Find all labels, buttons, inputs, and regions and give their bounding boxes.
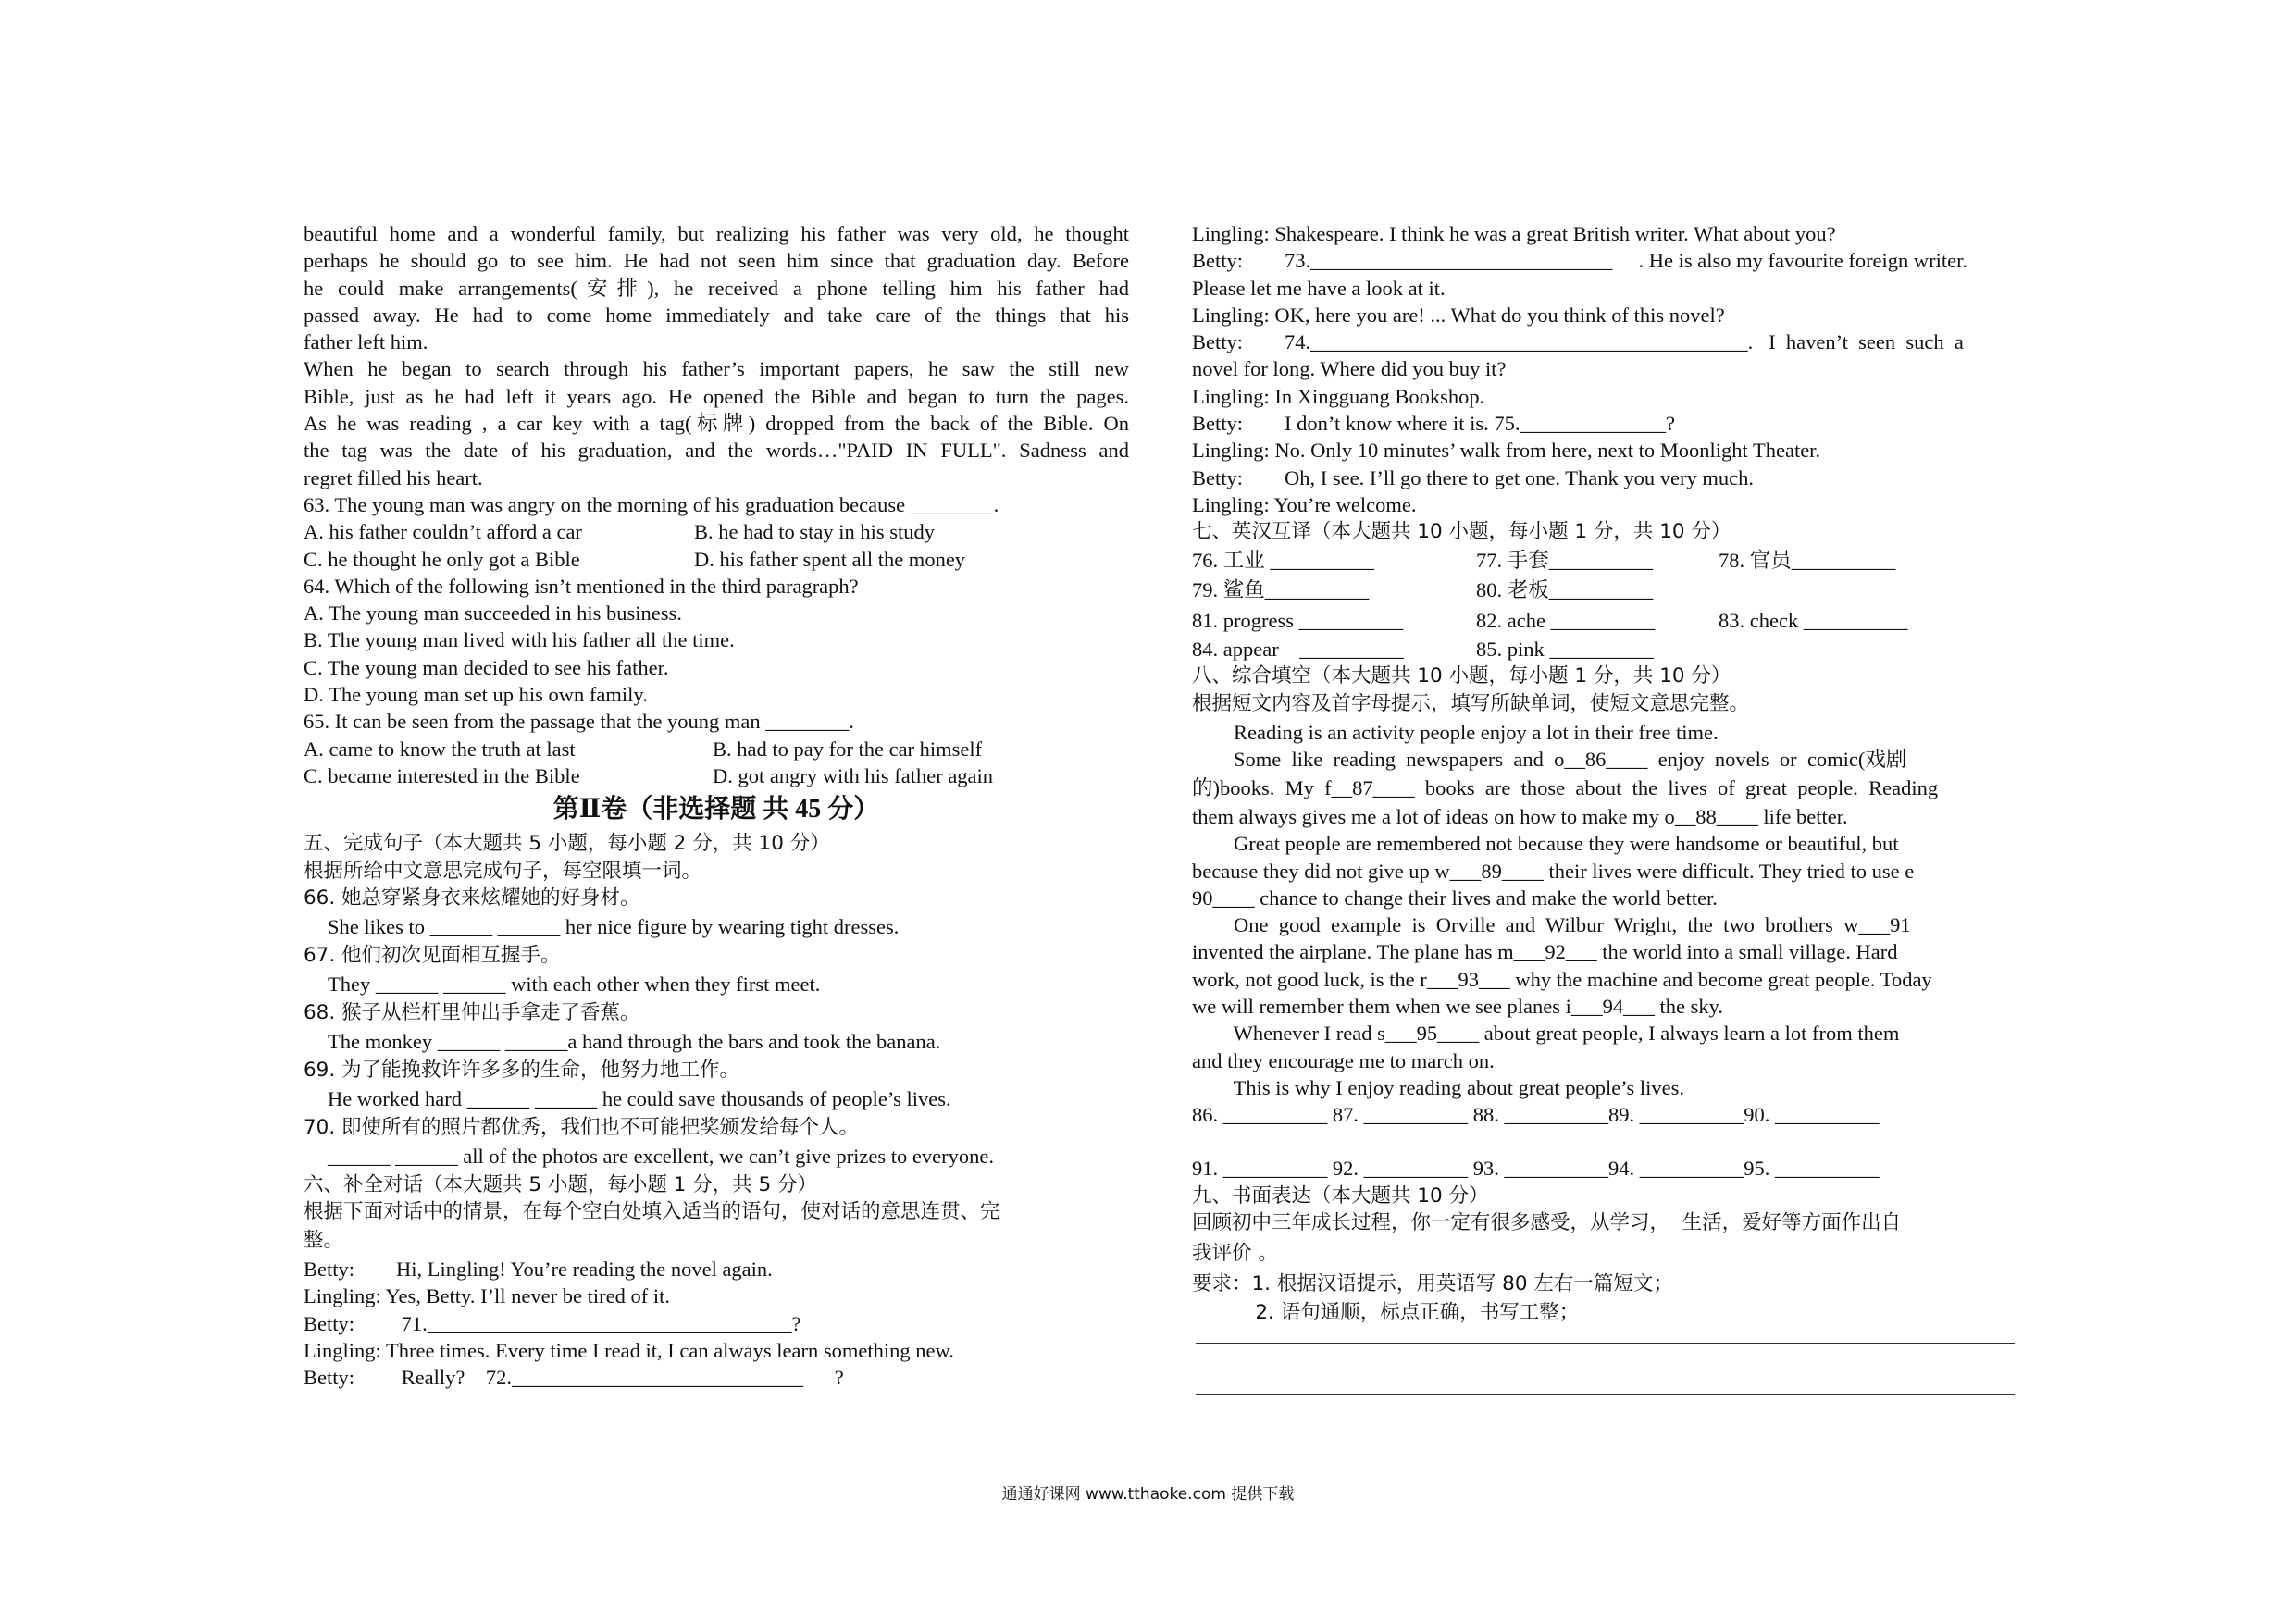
question-65: 65. It can be seen from the passage that the young man ________. [304, 710, 854, 734]
translation-83: 83. check __________ [1719, 608, 1908, 632]
passage-line: beautiful home and a wonderful family, but realizing his father was very old, he thought [304, 222, 1129, 245]
option-63-d: D. his father spent all the money [694, 547, 966, 571]
question-64: 64. Which of the following isn’t mentioned in the third paragraph? [304, 574, 859, 598]
writing-line [1196, 1344, 2015, 1369]
passage-line: When he began to search through his father’s important papers, he saw the still new [304, 357, 1129, 381]
cloze-line: them always gives me a lot of ideas on how to make my o__88____ life better. [1192, 804, 1848, 828]
passage-line: As he was reading , a car key with a tag(标牌) dropped from the back of the Bible. On [304, 412, 1129, 436]
requirement-1: 要求：1. 根据汉语提示，用英语写 80 左右一篇短文； [1192, 1271, 1673, 1295]
q70-english: ______ ______ all of the photos are excellent, we can’t give prizes to everyone. [328, 1144, 994, 1168]
translation-76: 76. 工业 __________ [1192, 548, 1374, 572]
dialogue-line: Lingling: OK, here you are! ... What do you think of this novel? [1192, 303, 1725, 327]
cloze-line: because they did not give up w___89____ their lives were difficult. They tried to use e [1192, 859, 1915, 883]
option-65-b: B. had to pay for the car himself [713, 737, 983, 761]
passage-line: passed away. He had to come home immediately and take care of the things that his [304, 303, 1129, 327]
translation-85: 85. pink __________ [1476, 638, 1654, 662]
q69-english: He worked hard ______ ______ he could save thousands of people’s lives. [328, 1086, 951, 1110]
option-64-a: A. The young man succeeded in his business. [304, 601, 682, 626]
options-65 [304, 736, 1129, 762]
translation-84: 84. appear __________ [1192, 638, 1404, 662]
passage-line: the tag was the date of his graduation, and the words…"PAID IN FULL". Sadness and [304, 439, 1129, 463]
section-6-instruction: 根据下面对话中的情景，在每个空白处填入适当的语句，使对话的意思连贯、完 [304, 1200, 1000, 1224]
footer-credit: 通通好课网 www.tthaoke.com 提供下载 [1001, 1485, 1295, 1504]
section-9-instruction: 回顾初中三年成长过程，你一定有很多感受，从学习， 生活，爱好等方面作出自 [1192, 1210, 1902, 1234]
translation-79: 79. 鲨鱼__________ [1192, 578, 1370, 602]
cloze-line: invented the airplane. The plane has m___92___ the world into a small village. Hard [1192, 940, 1898, 964]
dialogue-line: Lingling: Yes, Betty. I’ll never be tired of it. [304, 1284, 670, 1308]
options-63 [304, 518, 1129, 545]
cloze-line: Some like reading newspapers and o__86____ enjoy novels or comic(戏剧 [1192, 747, 1907, 771]
q67-english: They ______ ______ with each other when they first meet. [328, 972, 821, 996]
passage-line: regret filled his heart. [304, 465, 483, 489]
cloze-line: 90____ chance to change their lives and make the world better. [1192, 886, 1718, 910]
options-65-cd [304, 762, 1129, 789]
cloze-line: This is why I enjoy reading about great people’s lives. [1192, 1075, 1684, 1099]
cloze-line: work, not good luck, is the r___93___ why the machine and become great people. Today [1192, 967, 1932, 991]
cloze-line: One good example is Orville and Wilbur Wright, the two brothers w___91 [1192, 913, 1911, 937]
option-64-c: C. The young man decided to see his father. [304, 655, 669, 679]
dialogue-line: Betty: I don’t know where it is. 75.______________? [1192, 412, 1676, 436]
option-64-d: D. The young man set up his own family. [304, 683, 648, 707]
translation-row [1192, 576, 2020, 606]
cloze-line: Reading is an activity people enjoy a lot in their free time. [1192, 720, 1719, 744]
option-65-d: D. got angry with his father again [713, 763, 994, 787]
dialogue-line: novel for long. Where did you buy it? [1192, 357, 1507, 381]
option-63-c: C. he thought he only got a Bible [304, 547, 580, 571]
option-65-a: A. came to know the truth at last [304, 737, 576, 761]
translation-77: 77. 手套__________ [1476, 548, 1654, 572]
translation-81: 81. progress __________ [1192, 608, 1404, 632]
option-63-a: A. his father couldn’t afford a car [304, 520, 582, 544]
translation-80: 80. 老板__________ [1476, 578, 1654, 602]
passage-line: Bible, just as he had left it years ago. He opened the Bible and began to turn the pages. [304, 384, 1129, 408]
part-two-heading: 第Ⅱ卷（非选择题 共 45 分） [552, 795, 880, 824]
translation-82: 82. ache __________ [1476, 608, 1656, 632]
question-63: 63. The young man was angry on the morning of his graduation because ________. [304, 492, 999, 516]
answer-blanks-91-95: 91. __________ 92. __________ 93. __________94. __________95. __________ [1192, 1157, 1880, 1181]
passage-line: father left him. [304, 330, 428, 354]
translation-row [1192, 606, 2020, 637]
answer-blanks-86-90: 86. __________ 87. __________ 88. __________89. __________90. __________ [1192, 1103, 1880, 1127]
section-6-instruction-cont: 整。 [304, 1229, 344, 1253]
dialogue-line: Lingling: In Xingguang Bookshop. [1192, 384, 1485, 408]
translation-row [1192, 546, 2020, 576]
left-column [304, 220, 1129, 1392]
dialogue-line: Lingling: No. Only 10 minutes’ walk from here, next to Moonlight Theater. [1192, 439, 1821, 463]
cloze-line: 的)books. My f__87____ books are those about the lives of great people. Reading [1192, 775, 1939, 799]
dialogue-line: Lingling: Shakespeare. I think he was a great British writer. What about you? [1192, 222, 1836, 245]
dialogue-line: Betty: Really? 72.____________________________ ? [304, 1366, 844, 1390]
passage-line: he could make arrangements(安排), he received a phone telling him his father had [304, 276, 1129, 300]
dialogue-line: Betty: Oh, I see. I’ll go there to get one. Thank you very much. [1192, 465, 1754, 489]
dialogue-line: Betty: 71.___________________________________? [304, 1311, 801, 1335]
dialogue-line: Betty: Hi, Lingling! You’re reading the novel again. [304, 1258, 773, 1282]
dialogue-line: Betty: 74.__________________________________________. I haven’t seen such a [1192, 330, 1964, 354]
translation-78: 78. 官员__________ [1719, 548, 1896, 572]
q66-english: She likes to ______ ______ her nice figure by wearing tight dresses. [328, 914, 900, 938]
dialogue-line: Lingling: Three times. Every time I read it, I can always learn something new. [304, 1339, 954, 1363]
q70-chinese: 70. 即使所有的照片都优秀，我们也不可能把奖颁发给每个人。 [304, 1115, 860, 1139]
section-5-title: 五、完成句子（本大题共 5 小题，每小题 2 分，共 10 分） [304, 832, 830, 856]
options-63-cd [304, 546, 1129, 573]
section-5-instruction: 根据所给中文意思完成句子，每空限填一词。 [304, 859, 702, 883]
q69-chinese: 69. 为了能挽救许许多多的生命，他努力地工作。 [304, 1058, 740, 1082]
dialogue-line: Betty: 73._____________________________ . He is also my favourite foreign writer. [1192, 249, 1968, 273]
q67-chinese: 67. 他们初次见面相互握手。 [304, 943, 561, 967]
section-9-title: 九、书面表达（本大题共 10 分） [1192, 1183, 1489, 1208]
option-64-b: B. The young man lived with his father all the time. [304, 628, 735, 652]
dialogue-line: Lingling: You’re welcome. [1192, 492, 1417, 516]
section-9-instruction-cont: 我评价 。 [1192, 1241, 1278, 1265]
option-63-b: B. he had to stay in his study [694, 520, 935, 544]
q66-chinese: 66. 她总穿紧身衣来炫耀她的好身材。 [304, 886, 640, 910]
cloze-line: Whenever I read s___95____ about great people, I always learn a lot from them [1192, 1022, 1900, 1046]
section-8-instruction: 根据短文内容及首字母提示，填写所缺单词，使短文意思完整。 [1192, 691, 1750, 715]
writing-line [1196, 1369, 2015, 1395]
q68-english: The monkey ______ ______a hand through the bars and took the banana. [328, 1029, 941, 1053]
right-column [1192, 220, 2020, 1395]
cloze-line: we will remember them when we see planes i___94___ the sky. [1192, 995, 1724, 1019]
requirement-2: 2. 语句通顺，标点正确，书写工整； [1192, 1300, 1580, 1324]
translation-row [1192, 636, 2020, 663]
section-6-title: 六、补全对话（本大题共 5 小题，每小题 1 分，共 5 分） [304, 1172, 818, 1196]
passage-line: perhaps he should go to see him. He had not seen him since that graduation day. Before [304, 249, 1129, 273]
section-7-title: 七、英汉互译（本大题共 10 小题，每小题 1 分，共 10 分） [1192, 520, 1731, 544]
cloze-line: and they encourage me to march on. [1192, 1048, 1495, 1072]
section-8-title: 八、综合填空（本大题共 10 小题，每小题 1 分，共 10 分） [1192, 664, 1731, 688]
q68-chinese: 68. 猴子从栏杆里伸出手拿走了香蕉。 [304, 1000, 640, 1024]
option-65-c: C. became interested in the Bible [304, 763, 580, 787]
dialogue-line: Please let me have a look at it. [1192, 276, 1446, 300]
cloze-line: Great people are remembered not because they were handsome or beautiful, but [1192, 832, 1899, 856]
